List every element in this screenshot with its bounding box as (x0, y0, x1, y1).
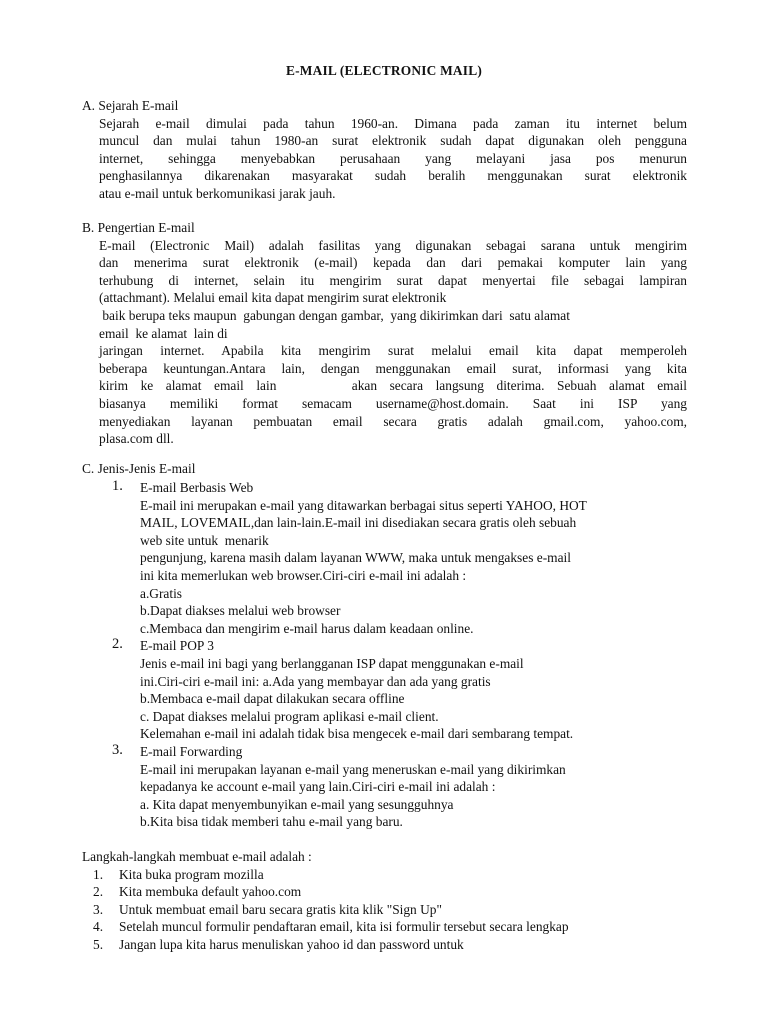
paragraph-line: atau e-mail untuk berkomunikasi jarak jauh. (99, 185, 336, 201)
paragraph-line: c. Dapat diakses melalui program aplikasi e-mail client. (140, 708, 439, 724)
paragraph-line: kepadanya ke account e-mail yang lain.Ciri-ciri e-mail ini adalah : (140, 779, 496, 795)
paragraph-line: a.Gratis (140, 585, 183, 601)
paragraph-line: jaringan internet. Apabila kita mengirim surat melalui email kita dapat memperoleh (99, 343, 687, 359)
section-heading: C. Jenis-Jenis E-mail (82, 461, 196, 476)
paragraph-line: menyediakan layanan pembuatan email secara gratis adalah gmail.com, yahoo.com, (99, 413, 687, 429)
section-jenis (82, 460, 688, 478)
step-number: 2. (93, 884, 104, 900)
list-item-title: E-mail Forwarding (140, 743, 243, 759)
paragraph-line: (attachmant). Melalui email kita dapat mengirim surat elektronik (99, 290, 447, 306)
paragraph-line: biasanya memiliki format semacam username@host.domain. Saat ini ISP yang (99, 395, 687, 411)
step-item (82, 883, 702, 901)
step-number: 4. (93, 919, 104, 935)
step-text: Untuk membuat email baru secara gratis kita klik "Sign Up" (119, 901, 442, 917)
section-sejarah (82, 97, 688, 203)
list-item (112, 743, 702, 831)
jenis-email-list (112, 479, 702, 831)
paragraph-line: a. Kita dapat menyembunyikan e-mail yang sesungguhnya (140, 796, 454, 812)
step-item (82, 918, 702, 936)
steps-heading: Langkah-langkah membuat e-mail adalah : (82, 849, 312, 864)
list-item-title: E-mail Berbasis Web (140, 480, 254, 495)
paragraph-line: b.Dapat diakses melalui web browser (140, 603, 341, 619)
paragraph-line: Sejarah e-mail dimulai pada tahun 1960-an. Dimana pada zaman itu internet belum (99, 115, 687, 131)
list-number: 2. (112, 636, 123, 653)
paragraph-line: internet, sehingga menyebabkan perusahaan yang melayani jasa pos menurun (99, 150, 687, 166)
paragraph-line: E-mail ini merupakan e-mail yang ditawarkan berbagai situs seperti YAHOO, HOT (140, 497, 587, 513)
paragraph-line: c.Membaca dan mengirim e-mail harus dalam keadaan online. (140, 620, 474, 636)
paragraph-line: Jenis e-mail ini bagi yang berlangganan ISP dapat menggunakan e-mail (140, 655, 524, 671)
paragraph-line: MAIL, LOVEMAIL,dan lain-lain.E-mail ini disediakan secara gratis oleh sebuah (140, 515, 577, 531)
paragraph-line: baik berupa teks maupun gabungan dengan gambar, yang dikirimkan dari satu alamat (99, 307, 570, 323)
paragraph-line: b.Membaca e-mail dapat dilakukan secara offline (140, 691, 405, 707)
paragraph-line: muncul dan mulai tahun 1980-an surat elektronik sudah dapat digunakan oleh pengguna (99, 133, 687, 149)
paragraph-line: E-mail (Electronic Mail) adalah fasilitas yang digunakan sebagai sarana untuk mengirim (99, 237, 687, 253)
step-text: Setelah muncul formulir pendaftaran email, kita isi formulir tersebut secara lengkap (119, 919, 569, 935)
paragraph-line: b.Kita bisa tidak memberi tahu e-mail yang baru. (140, 814, 403, 830)
list-item (112, 479, 702, 637)
step-item (82, 866, 702, 884)
list-number: 3. (112, 741, 123, 758)
section-pengertian (82, 219, 688, 448)
paragraph-line: web site untuk menarik (140, 532, 269, 548)
step-item (82, 936, 702, 954)
paragraph-line: dan menerima surat elektronik (e-mail) kepada dan dari pemakai komputer lain yang (99, 255, 687, 271)
step-text: Kita buka program mozilla (119, 866, 264, 882)
section-heading: A. Sejarah E-mail (82, 98, 179, 113)
list-number: 1. (112, 478, 123, 494)
paragraph-line: email ke alamat lain di (99, 325, 228, 341)
step-text: Jangan lupa kita harus menuliskan yahoo id dan password untuk (119, 936, 464, 952)
list-item (112, 637, 702, 743)
paragraph-line: ini.Ciri-ciri e-mail ini: a.Ada yang membayar dan ada yang gratis (140, 673, 491, 689)
paragraph-line: pengunjung, karena masih dalam layanan WWW, maka untuk mengakses e-mail (140, 550, 571, 566)
list-item-title: E-mail POP 3 (140, 638, 214, 654)
step-number: 3. (93, 901, 104, 917)
step-number: 5. (93, 936, 104, 952)
document-title: E-MAIL (ELECTRONIC MAIL) (285, 63, 482, 78)
paragraph-line: terhubung di internet, selain itu mengirim surat dapat menyertai file sebagai lampiran (99, 272, 687, 288)
paragraph-line: Kelemahan e-mail ini adalah tidak bisa mengecek e-mail dari sembarang tempat. (140, 726, 574, 742)
paragraph-line: ini kita memerlukan web browser.Ciri-ciri e-mail ini adalah : (140, 567, 467, 583)
paragraph-line: beberapa keuntungan.Antara lain, dengan menggunakan email surat, informasi yang kita (99, 360, 687, 376)
paragraph-line: kirim ke alamat email lain akan secara langsung diterima. Sebuah alamat email (99, 378, 687, 394)
step-text: Kita membuka default yahoo.com (119, 884, 302, 900)
paragraph-line: penghasilannya dikarenakan masyarakat sudah beralih menggunakan surat elektronik (99, 168, 687, 184)
paragraph-line: plasa.com dll. (99, 431, 174, 447)
section-heading: B. Pengertian E-mail (82, 220, 195, 235)
steps-section (82, 848, 702, 954)
step-number: 1. (93, 866, 104, 882)
step-item (82, 901, 702, 919)
paragraph-line: E-mail ini merupakan layanan e-mail yang meneruskan e-mail yang dikirimkan (140, 761, 566, 777)
